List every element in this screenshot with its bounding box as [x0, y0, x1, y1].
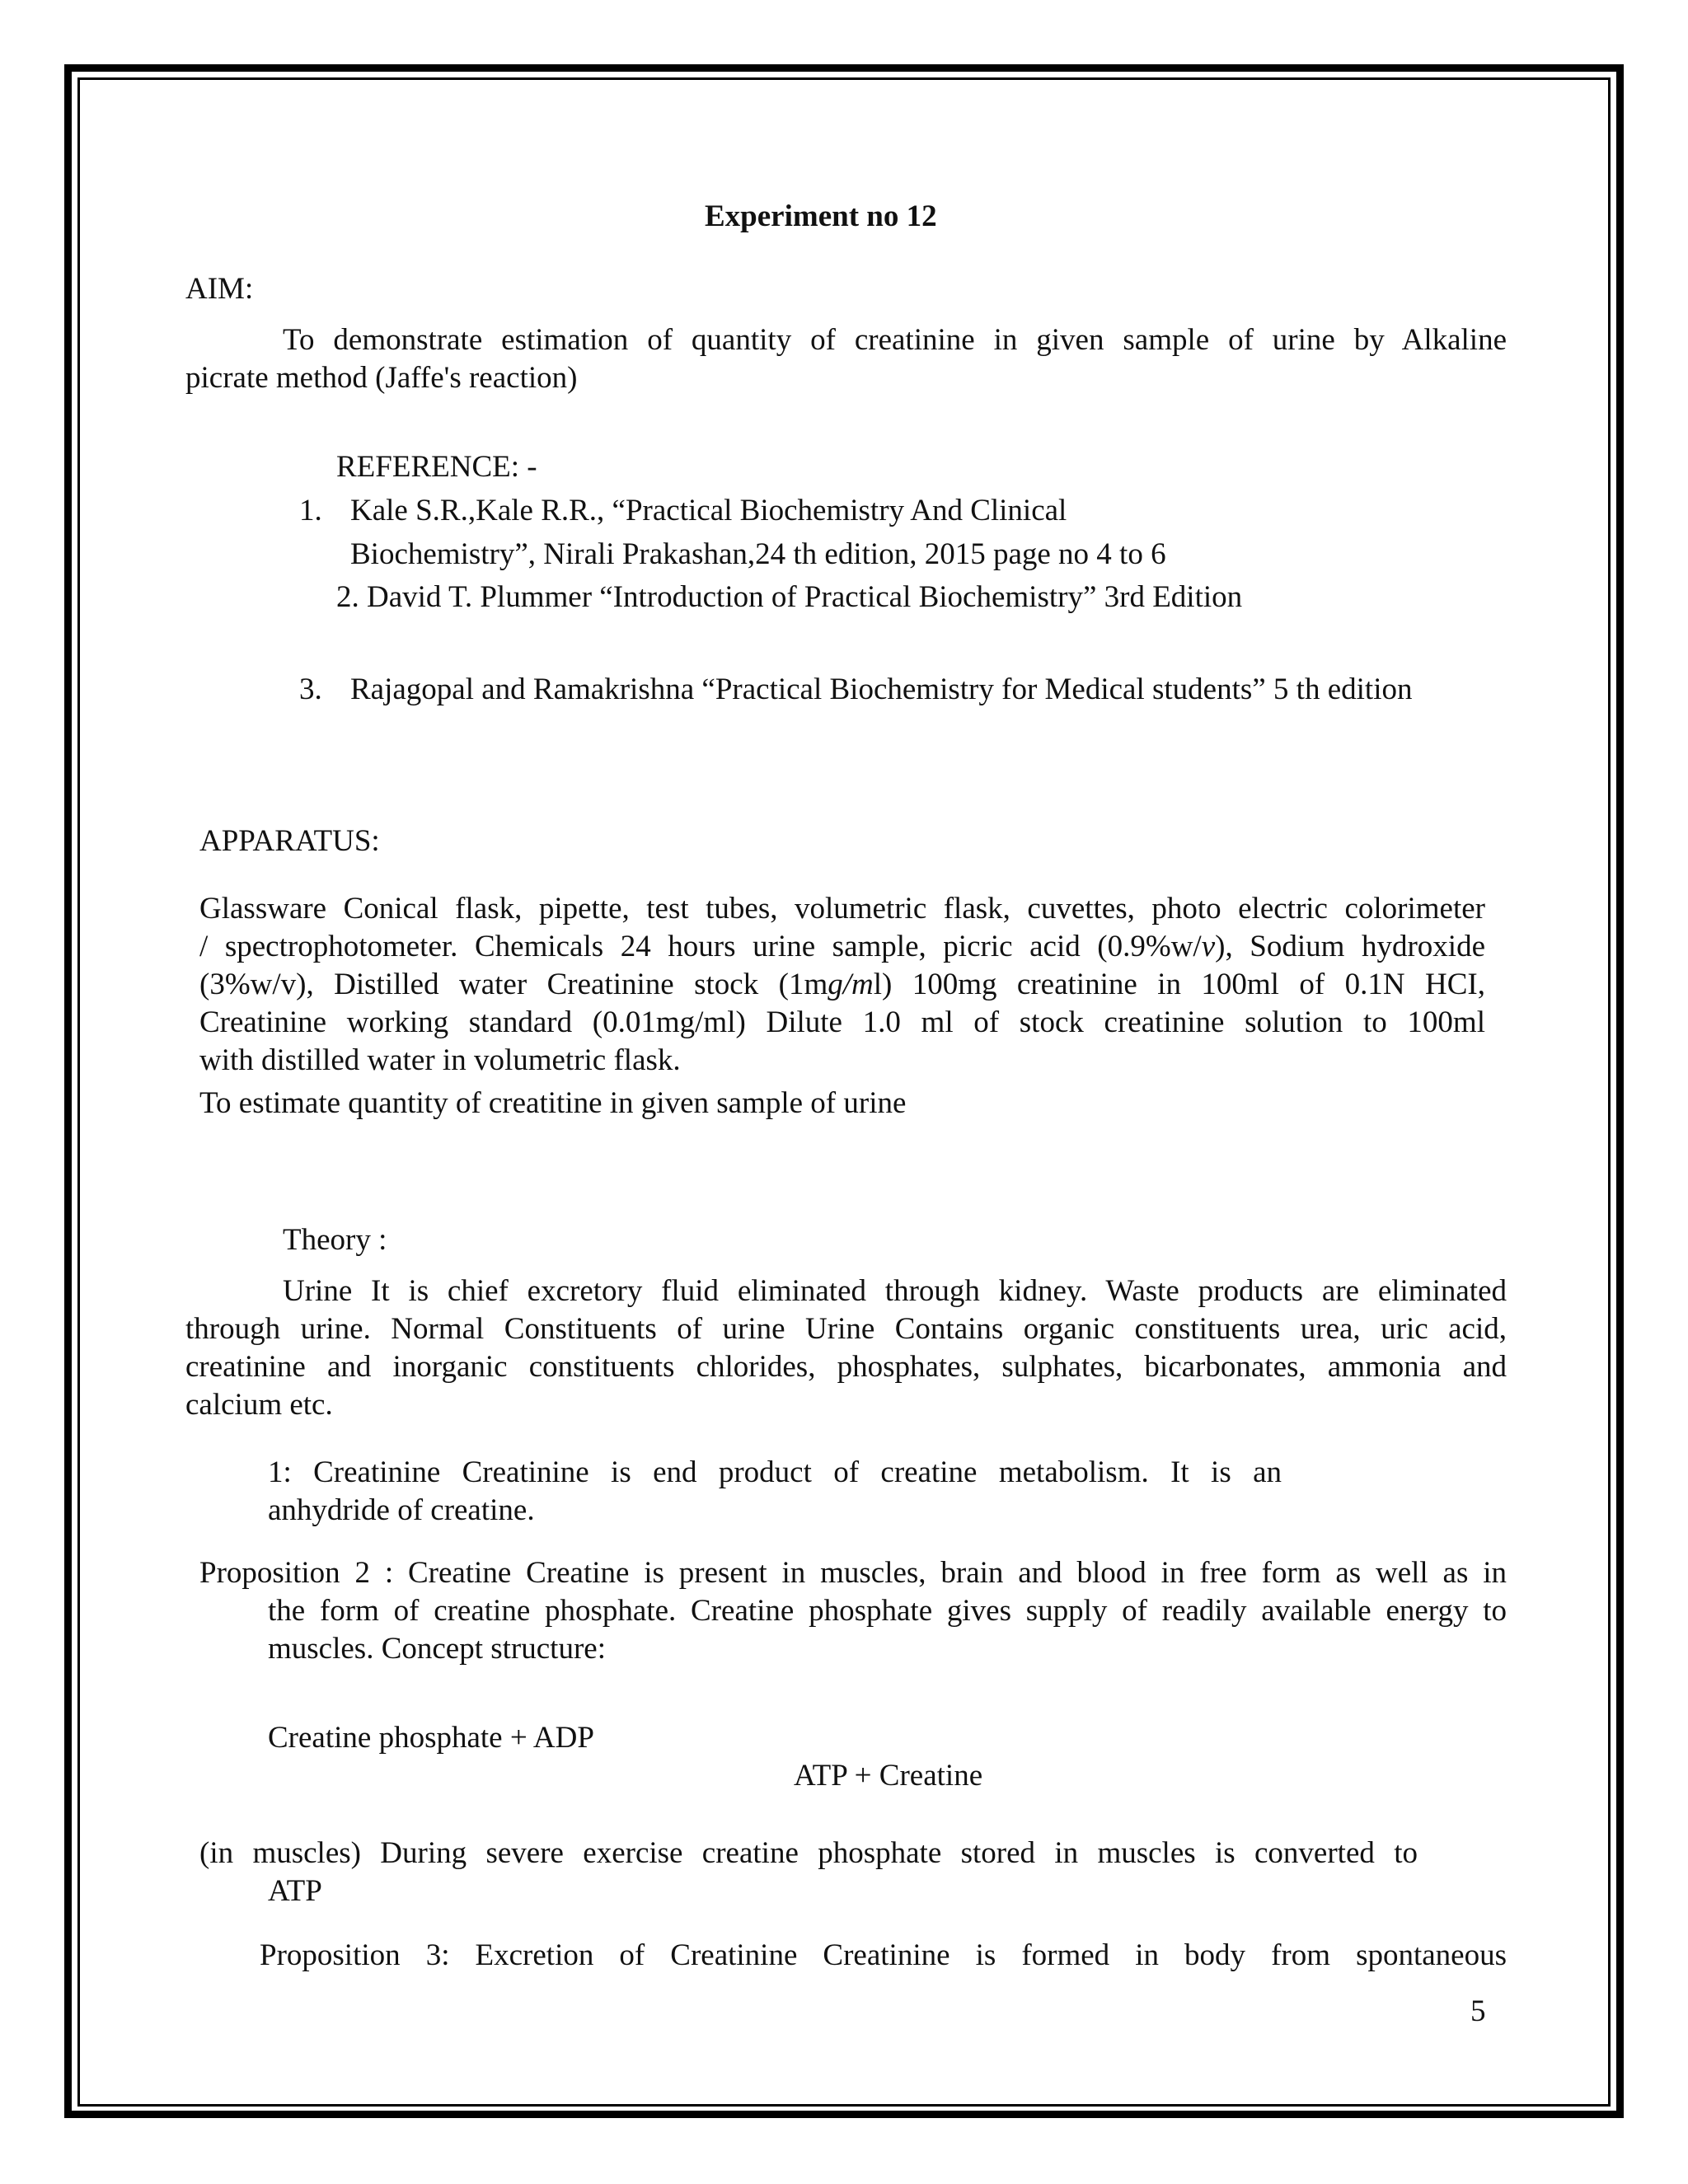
theory-para-line-1: Urine It is chief excretory fluid eliminated through kidney. Waste products are eliminated	[283, 1274, 1507, 1308]
theory-para-line-3: creatinine and inorganic constituents chlorides, phosphates, sulphates, bicarbonates, ammonia and	[185, 1350, 1507, 1384]
apparatus-line-5: with distilled water in volumetric flask.	[199, 1043, 681, 1077]
reference-item-1-line-1: Kale S.R.,Kale R.R., “Practical Biochemistry And Clinical	[350, 494, 1067, 527]
apparatus-line-1: Glassware Conical flask, pipette, test tubes, volumetric flask, cuvettes, photo electric colorimeter	[199, 892, 1485, 926]
muscles-line-1: (in muscles) During severe exercise creatine phosphate stored in muscles is converted to	[199, 1836, 1418, 1870]
proposition-2-line-3: muscles. Concept structure:	[268, 1632, 606, 1666]
proposition-2-line-1: Proposition 2 : Creatine Creatine is present in muscles, brain and blood in free form as well as in	[199, 1556, 1507, 1590]
theory-heading: Theory :	[283, 1223, 387, 1257]
reference-item-2: 2. David T. Plummer “Introduction of Practical Biochemistry” 3rd Edition	[336, 580, 1243, 614]
page-title: Experiment no 12	[705, 199, 937, 233]
proposition-1-line-2: anhydride of creatine.	[268, 1493, 535, 1527]
reference-item-1-number: 1.	[299, 494, 322, 527]
apparatus-line-2: / spectrophotometer. Chemicals 24 hours urine sample, picric acid (0.9%w/v), Sodium hydroxide	[199, 930, 1486, 963]
reference-item-1-line-2: Biochemistry”, Nirali Prakashan,24 th edition, 2015 page no 4 to 6	[350, 537, 1166, 571]
aim-heading: AIM:	[185, 272, 254, 306]
reference-item-3-number: 3.	[299, 673, 322, 706]
apparatus-line-6: To estimate quantity of creatitine in given sample of urine	[199, 1086, 907, 1120]
proposition-1-line-1: 1: Creatinine Creatinine is end product of creatine metabolism. It is an	[268, 1455, 1282, 1489]
aim-line-2: picrate method (Jaffe's reaction)	[185, 361, 578, 395]
reaction-reactants: Creatine phosphate + ADP	[268, 1721, 594, 1755]
apparatus-heading: APPARATUS:	[199, 824, 380, 858]
reference-item-3: Rajagopal and Ramakrishna “Practical Biochemistry for Medical students” 5 th edition	[350, 673, 1413, 706]
muscles-line-2: ATP	[268, 1874, 322, 1908]
theory-para-line-2: through urine. Normal Constituents of urine Urine Contains organic constituents urea, uric acid,	[185, 1312, 1507, 1346]
proposition-3-line: Proposition 3: Excretion of Creatinine Creatinine is formed in body from spontaneous	[260, 1938, 1507, 1972]
theory-para-line-4: calcium etc.	[185, 1388, 333, 1422]
apparatus-line-3: (3%w/v), Distilled water Creatinine stock (1mg/ml) 100mg creatinine in 100ml of 0.1N HCI,	[199, 968, 1485, 1001]
reference-heading: REFERENCE: -	[336, 450, 537, 484]
page-number: 5	[1470, 1994, 1486, 2028]
aim-line-1: To demonstrate estimation of quantity of creatinine in given sample of urine by Alkaline	[283, 323, 1507, 357]
reaction-products: ATP + Creatine	[794, 1759, 983, 1793]
proposition-2-line-2: the form of creatine phosphate. Creatine phosphate gives supply of readily available energy to	[268, 1594, 1507, 1628]
apparatus-line-4: Creatinine working standard (0.01mg/ml) Dilute 1.0 ml of stock creatinine solution to 100ml	[199, 1005, 1485, 1039]
